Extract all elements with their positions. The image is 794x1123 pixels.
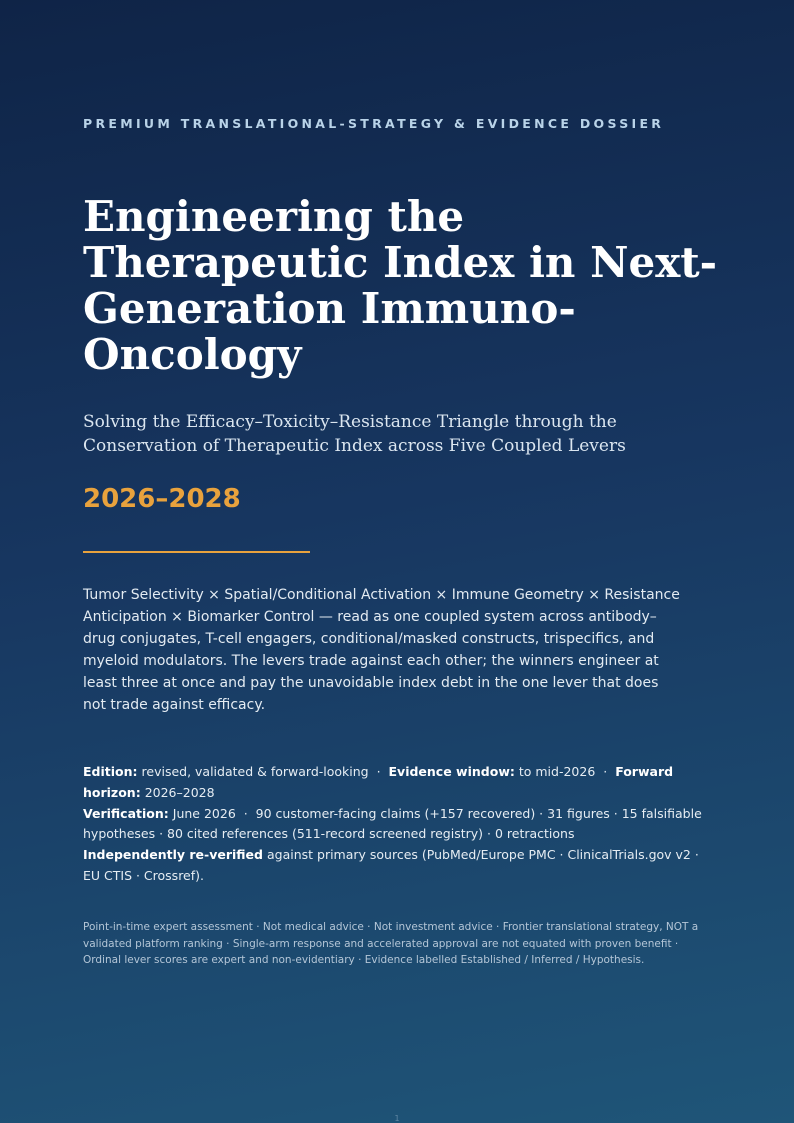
verification-label: Verification: (83, 805, 169, 821)
dossier-kicker: PREMIUM TRANSLATIONAL-STRATEGY & EVIDENCE DOSSIER (83, 116, 665, 131)
evidence-window-label: Evidence window: (388, 764, 515, 779)
document-title: Engineering the Therapeutic Index in Next-Generation Immuno-Oncology (83, 192, 718, 379)
reverified-value: against primary sources (PubMed/Europe PMC · ClinicalTrials.gov v2 · EU CTIS · Crossref). (83, 847, 699, 883)
meta-separator: · (243, 805, 248, 821)
forward-horizon-value: 2026–2028 (144, 784, 215, 800)
year-range: 2026–2028 (83, 484, 241, 514)
edition-line (83, 762, 713, 804)
disclaimer-text: Point-in-time expert assessment · Not medical advice · Not investment advice · Frontier translational strategy, NOT a validated platform ranking · Single-arm response and accelerated approval are not equated with proven benefit · Ordinal lever scores are expert and non-evidentiary · Evidence labelled Established / Inferred / Hypothesis. (83, 921, 699, 966)
edition-label: Edition: (83, 764, 138, 779)
reverification-line (83, 845, 713, 887)
abstract-text: Tumor Selectivity × Spatial/Conditional Activation × Immune Geometry × Resistance Anticipation × Biomarker Control — read as one coupled system across antibody–drug conjugates, T-cell engagers, conditional/masked constructs, trispecifics, and myeloid modulators. The levers trade against each other; the winners engineer at least three at once and pay the unavoidable index debt in the one lever that does not trade against efficacy. (83, 587, 680, 713)
document-subtitle: Solving the Efficacy–Toxicity–Resistance Triangle through the Conservation of Therapeutic Index across Five Coupled Levers (83, 412, 626, 456)
edition-metadata (83, 762, 713, 887)
accent-divider (83, 551, 310, 553)
verification-value: 90 customer-facing claims (+157 recovered) · 31 figures · 15 falsifiable hypotheses · 80 cited references (511-record screened registry) · 0 retractions (83, 805, 702, 842)
meta-separator: · (376, 764, 381, 779)
edition-value: revised, validated & forward-looking (141, 764, 369, 779)
forward-horizon-label: Forward horizon: (83, 764, 674, 800)
evidence-window-value: to mid-2026 (518, 764, 596, 779)
page-number: 1 (394, 1114, 400, 1123)
verification-date: June 2026 (172, 805, 236, 821)
reverified-label: Independently re-verified (83, 847, 263, 863)
verification-line (83, 804, 713, 846)
meta-separator: · (603, 764, 608, 779)
